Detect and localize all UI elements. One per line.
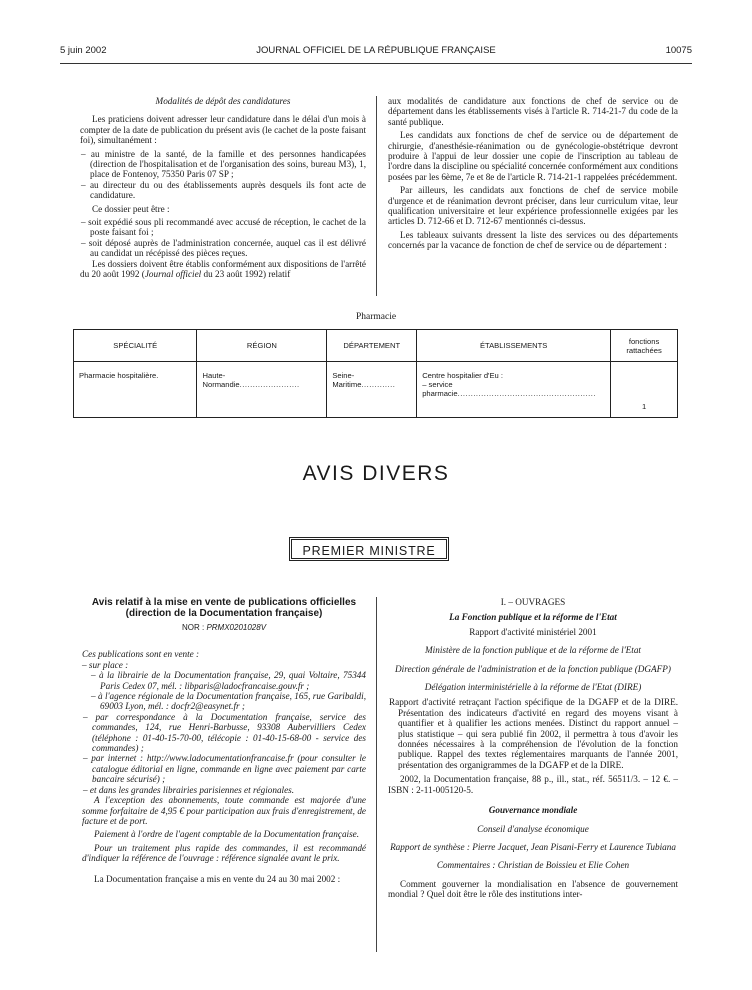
publication-reference: 2002, la Documentation française, 88 p., ill., stat., réf. 56511/3. – 12 €. – ISBN : 2-11-005120-5. [388, 774, 678, 795]
column-header: fonctions rattachées [611, 330, 678, 362]
page-header [60, 40, 692, 58]
candidature-paragraph: Les tableaux suivants dressent la liste des services ou des départements concernés par la vacance de fonction de chef de service ou de département : [388, 229, 678, 251]
header-date: 5 juin 2002 [60, 45, 107, 56]
column-header: ÉTABLISSEMENTS [417, 330, 611, 362]
dossier-option: – soit déposé auprès de l'administration concernée, auquel cas il est délivré au candidat un récépissé des pièces reçues. [81, 237, 366, 259]
publication-authors: Rapport de synthèse : Pierre Jacquet, Jean Pisani-Ferry et Laurence Tubiana [390, 841, 676, 852]
column-divider [376, 597, 377, 952]
notice-left-column [82, 597, 366, 887]
header-rule [60, 63, 692, 64]
notice-sur-place: – sur place : [82, 659, 129, 670]
candidature-paragraph: Les candidats aux fonctions de chef de service ou de département de chirurgie, d'anesthésie-réanimation ou de gynécologie-obstétrique devront produire à l'appui de leur dossier une copie de l'inscription au tableau de l'ordre dans la discipline ou spécialité concernée conformément aux conditions posées par les 6ème, 7e et 8e de l'article R. 714-21-1 rappelées précédemment. [388, 130, 678, 182]
cell-fonctions: 1 [611, 362, 678, 418]
candidature-paragraph: Par ailleurs, les candidats aux fonctions de chef de service mobile d'urgence et de réanimation devront préciser, dans leur curriculum vitae, leur qualification universitaire et leur expérience professionnelle exigées par les articles D. 712-66 et D. 712-67 mentionnés ci-dessus. [388, 185, 678, 227]
notice-paragraph: A l'exception des abonnements, toute commande est majorée d'une somme forfaitaire de 4,95 € pour participation aux frais d'enregistrement, de facture et de port. [82, 795, 366, 826]
table-row [74, 362, 678, 418]
candidature-subheading: Modalités de dépôt des candidatures [155, 96, 291, 106]
publication-theme: Gouvernance mondiale [488, 805, 578, 816]
recipient-item: – au directeur du ou des établissements auprès desquels ils font acte de candidature. [81, 179, 366, 201]
cell-etablissement: Centre hospitalier d'Eu : – service pharmacie..................................................... [417, 362, 611, 418]
cell-region: Haute-Normandie....................... [197, 362, 327, 418]
publication-council: Conseil d'analyse économique [477, 823, 589, 834]
publication-organisation: Délégation interministérielle à la réforme de l'Etat (DIRE) [424, 682, 642, 693]
dossier-paragraph: Les dossiers doivent être établis conformément aux dispositions de l'arrêté du 20 août 1992 (Journal officiel du 23 août 1992) relatif [80, 258, 366, 280]
publication-title: Rapport d'activité ministériel 2001 [469, 626, 597, 637]
dossier-option: – soit expédié sous pli recommandé avec accusé de réception, le cachet de la poste faisant foi ; [81, 217, 366, 238]
table-title: Pharmacie [355, 312, 397, 322]
table-header-row [74, 330, 678, 362]
publication-description: Comment gouverner la mondialisation en l'absence de gouvernement mondial ? Quel doit être le rôle des institutions inter- [388, 878, 678, 900]
pharmacie-table [73, 329, 678, 418]
dossier-intro: Ce dossier peut être : [92, 203, 170, 214]
column-header: DÉPARTEMENT [327, 330, 417, 362]
sale-location: – à l'agence régionale de la Documentation française, 165, rue Garibaldi, 69003 Lyon, mél. : docfr2@easynet.fr ; [91, 691, 366, 712]
notice-paragraph: Pour un traitement plus rapide des commandes, il est recommandé d'indiquer la référence de l'ouvrage : référence signalée avant le prix. [82, 842, 366, 864]
nor-reference: NOR : PRMX0201028V [181, 623, 267, 632]
cell-departement: Seine-Maritime............. [327, 362, 417, 418]
ministry-box: PREMIER MINISTRE [289, 537, 449, 561]
publication-organisation: Ministère de la fonction publique et de la réforme de l'Etat [425, 645, 641, 656]
section-title: AVIS DIVERS [302, 462, 450, 485]
candidature-paragraph: Les praticiens doivent adresser leur candidature dans le délai d'un mois à compter de la date de publication du présent avis (le cachet de la poste faisant foi), simultanément : [80, 114, 366, 146]
sale-channel: – par internet : http://www.ladocumentationfrancaise.fr (pour consulter le catalogue éditorial en ligne, commande en ligne avec paiement par carte bancaire sécurisé) ; [83, 753, 366, 785]
column-header: SPÉCIALITÉ [74, 330, 197, 362]
publication-commentators: Commentaires : Christian de Boissieu et Elie Cohen [436, 860, 630, 871]
recipient-item: – au ministre de la santé, de la famille et des personnes handicapées (direction de l'hospitalisation et de l'organisation des soins, bureau M3), 1, place de Fontenoy, 75350 Paris 07 SP ; [81, 148, 366, 180]
candidature-right-column [388, 96, 678, 254]
sale-channel: – par correspondance à la Documentation française, service des commandes, 124, rue Henri-Barbusse, 93308 Aubervilliers Cedex (téléphone : 01-40-15-70-00, télécopie : 01-40-15-68-00 - service des commandes) ; [83, 711, 366, 754]
notice-intro: Ces publications sont en vente : [82, 649, 200, 660]
publication-theme: La Fonction publique et la réforme de l'Etat [449, 612, 617, 623]
sale-channel: – et dans les grandes librairies parisiennes et régionales. [83, 784, 295, 795]
notice-paragraph: Paiement à l'ordre de l'agent comptable de la Documentation française. [94, 829, 360, 840]
publication-organisation: Direction générale de l'administration et de la fonction publique (DGAFP) [395, 663, 671, 674]
notice-title: Avis relatif à la mise en vente de publications officielles (direction de la Documentation française) [91, 597, 357, 619]
publication-description: Rapport d'activité retraçant l'action spécifique de la DGAFP et de la DIRE. Présentation des indicateurs d'activité en regard des moyens visant à quantifier et à qualifier les actions menées. Distinct du rapport annuel – plus statistique – qui sera publié fin 2002, il permettra à tous d'avoir les données nécessaires à la compréhension de l'évolution de la fonction publique. Rappel des textes réglementaires marquants de l'année 2001, présentation des organigrammes de la DGAFP et de la DIRE. [389, 697, 678, 770]
candidature-paragraph: aux modalités de candidature aux fonctions de chef de service ou de département dans les établissements visés à l'article R. 714-21-7 du code de la santé publique. [388, 96, 678, 127]
cell-specialite: Pharmacie hospitalière. [74, 362, 197, 418]
column-header: RÉGION [197, 330, 327, 362]
notice-paragraph: La Documentation française a mis en vente du 24 au 30 mai 2002 : [94, 873, 341, 884]
page-number: 10075 [665, 45, 692, 56]
candidature-left-column [80, 96, 366, 283]
journal-title: JOURNAL OFFICIEL DE LA RÉPUBLIQUE FRANÇAISE [256, 45, 496, 56]
publications-heading: I. – OUVRAGES [500, 597, 566, 607]
publications-right-column [388, 597, 678, 903]
sale-location: – à la librairie de la Documentation française, 29, quai Voltaire, 75344 Paris Cedex 07, mél. : libparis@ladocfrancaise.gouv.fr ; [91, 670, 366, 691]
column-divider [376, 96, 377, 296]
